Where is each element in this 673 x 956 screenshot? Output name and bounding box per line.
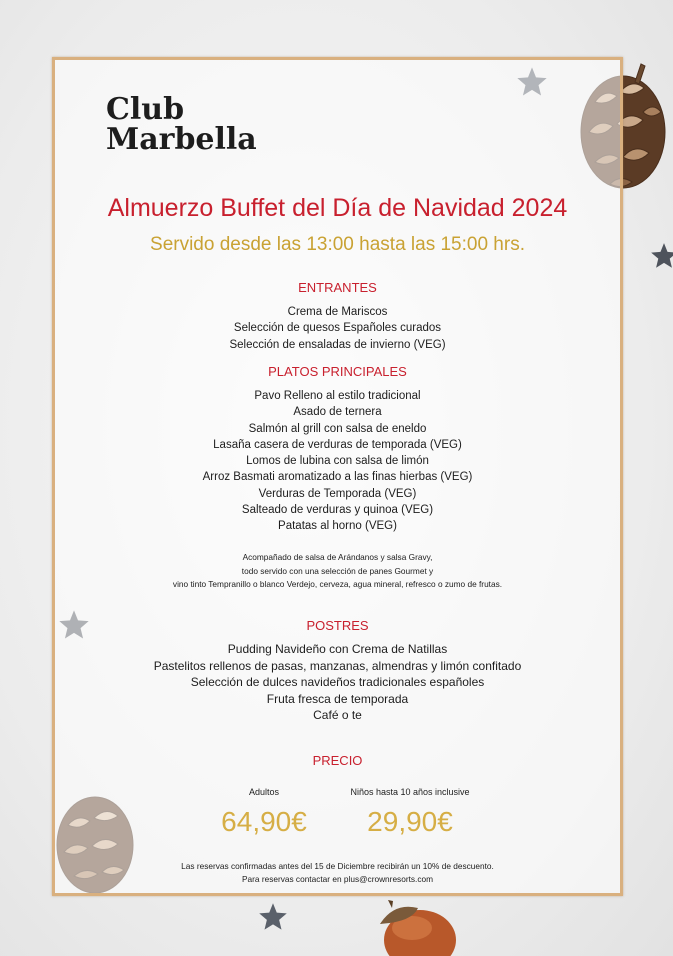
section-heading-principales: PLATOS PRINCIPALES [268,364,407,379]
list-item: Lasaña casera de verduras de temporada (VEG) [213,438,462,451]
list-item: Arroz Basmati aromatizado a las finas hierbas (VEG) [202,471,473,484]
principales-list [52,388,623,535]
list-item: Pavo Relleno al estilo tradicional [254,390,421,402]
child-price: 29,90€ [367,806,453,837]
reservation-footer: Las reservas confirmadas antes del 15 de Diciembre recibirán un 10% de descuento. Para reservas contactar en plus@crownresorts.com [181,861,494,884]
list-item: Fruta fresca de temporada [266,691,409,706]
section-heading-postres: POSTRES [306,618,369,633]
adult-price: 64,90€ [221,806,307,837]
list-item: Café o te [313,708,362,722]
list-item: Pudding Navideño con Crema de Natillas [227,642,448,656]
list-item: Selección de quesos Españoles curados [233,322,442,335]
adult-price-label: Adultos [248,787,280,797]
list-item: Crema de Mariscos [287,306,388,318]
page-title: Almuerzo Buffet del Día de Navidad 2024 [107,194,568,222]
acorn-icon [372,900,462,956]
list-item: Patatas al horno (VEG) [278,520,397,533]
list-item: Pastelitos rellenos de pasas, manzanas, almendras y limón confitado [153,658,522,673]
list-item: Selección de ensaladas de invierno (VEG) [229,338,446,351]
section-heading-entrantes: ENTRANTES [298,280,377,295]
club-marbella-logo: Club Marbella [106,92,257,157]
list-item: Verduras de Temporada (VEG) [258,487,417,500]
entrantes-list [52,304,623,353]
service-hours: Servido desde las 13:00 hasta las 15:00 hrs. [150,234,525,255]
list-item: Salmón al grill con salsa de eneldo [248,422,427,435]
list-item: Asado de ternera [293,406,382,419]
star-icon [258,902,288,932]
child-price-label: Niños hasta 10 años inclusive [350,787,470,797]
accompaniment-note: Acompañado de salsa de Arándanos y salsa Gravy, todo servido con una selección de panes Gourmet y vino tinto Tempranillo o blanco Verdejo, cerveza, agua mineral, refresco o zumo de frutas. [172,552,503,589]
star-icon [650,242,673,270]
section-heading-precio: PRECIO [312,753,363,768]
list-item: Selección de dulces navideños tradicionales españoles [190,675,485,689]
list-item: Salteado de verduras y quinoa (VEG) [241,504,434,517]
postres-list [52,641,623,724]
list-item: Lomos de lubina con salsa de limón [246,455,429,468]
